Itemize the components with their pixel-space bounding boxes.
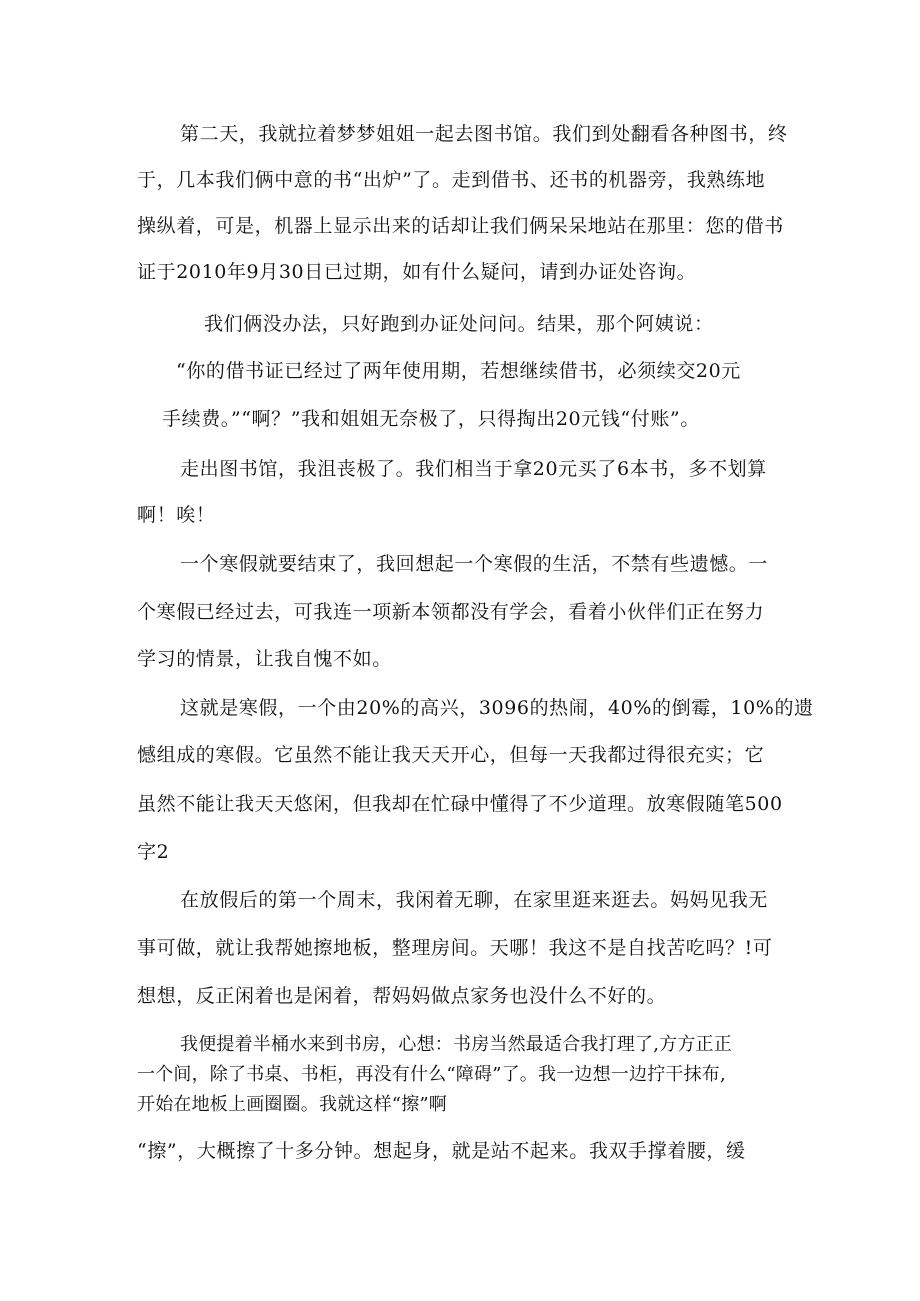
text-line: “你的借书证已经过了两年使用期，若想继续借书，必须续交20元 (176, 360, 741, 382)
text-line: 虽然不能让我天天悠闲，但我却在忙碌中懂得了不少道理。放寒假随笔500 (137, 793, 783, 815)
text-line: 第二天，我就拉着梦梦姐姐一起去图书馆。我们到处翻看各种图书，终 (180, 123, 788, 145)
text-line: 手续费。”“啊？”我和姐姐无奈极了，只得掏出20元钱“付账”。 (162, 408, 700, 430)
text-line: 在放假后的第一个周末，我闲着无聊，在家里逛来逛去。妈妈见我无 (180, 889, 769, 911)
text-line: 一个间，除了书桌、书柜，再没有什么“障碍”了。我一边想一边拧干抹布, (137, 1064, 726, 1085)
text-line: 啊！唉！ (137, 504, 216, 526)
text-line: 学习的情景，让我自愧不如。 (137, 648, 392, 670)
text-line: 个寒假已经过去，可我连一项新本领都没有学会，看着小伙伴们正在努力 (137, 601, 765, 623)
text-line: 走出图书馆，我沮丧极了。我们相当于拿20元买了6本书，多不划算 (180, 458, 767, 480)
text-line: 证于2010年9月30日已过期，如有什么疑问，请到办证处咨询。 (137, 261, 697, 283)
text-line: 想想，反正闲着也是闲着，帮妈妈做点家务也没什么不好的。 (137, 985, 667, 1007)
text-line: 开始在地板上画圈圈。我就这样“擦”啊 (137, 1094, 448, 1115)
text-line: 一个寒假就要结束了，我回想起一个寒假的生活，不禁有些遗憾。一 (180, 553, 769, 575)
text-line: 操纵着，可是，机器上显示出来的话却让我们俩呆呆地站在那里：您的借书 (137, 215, 784, 237)
text-line: 字2 (137, 841, 170, 863)
text-line: 这就是寒假，一个由20%的高兴，3096的热闹，40%的倒霉，10%的遗 (180, 697, 814, 719)
text-line: 我们俩没办法，只好跑到办证处问问。结果，那个阿姨说： (204, 313, 714, 335)
text-line: 事可做，就让我帮她擦地板，整理房间。天哪！我这不是自找苦吃吗？!可 (137, 937, 773, 959)
text-line: 我便提着半桶水来到书房，心想：书房当然最适合我打理了,方方正正 (180, 1034, 732, 1055)
text-line: 于，几本我们俩中意的书“出炉”了。走到借书、还书的机器旁，我熟练地 (137, 169, 766, 191)
text-line: 憾组成的寒假。它虽然不能让我天天开心，但每一天我都过得很充实；它 (137, 744, 765, 766)
text-line: “擦”，大概擦了十多分钟。想起身，就是站不起来。我双手撑着腰，缓 (137, 1140, 746, 1162)
